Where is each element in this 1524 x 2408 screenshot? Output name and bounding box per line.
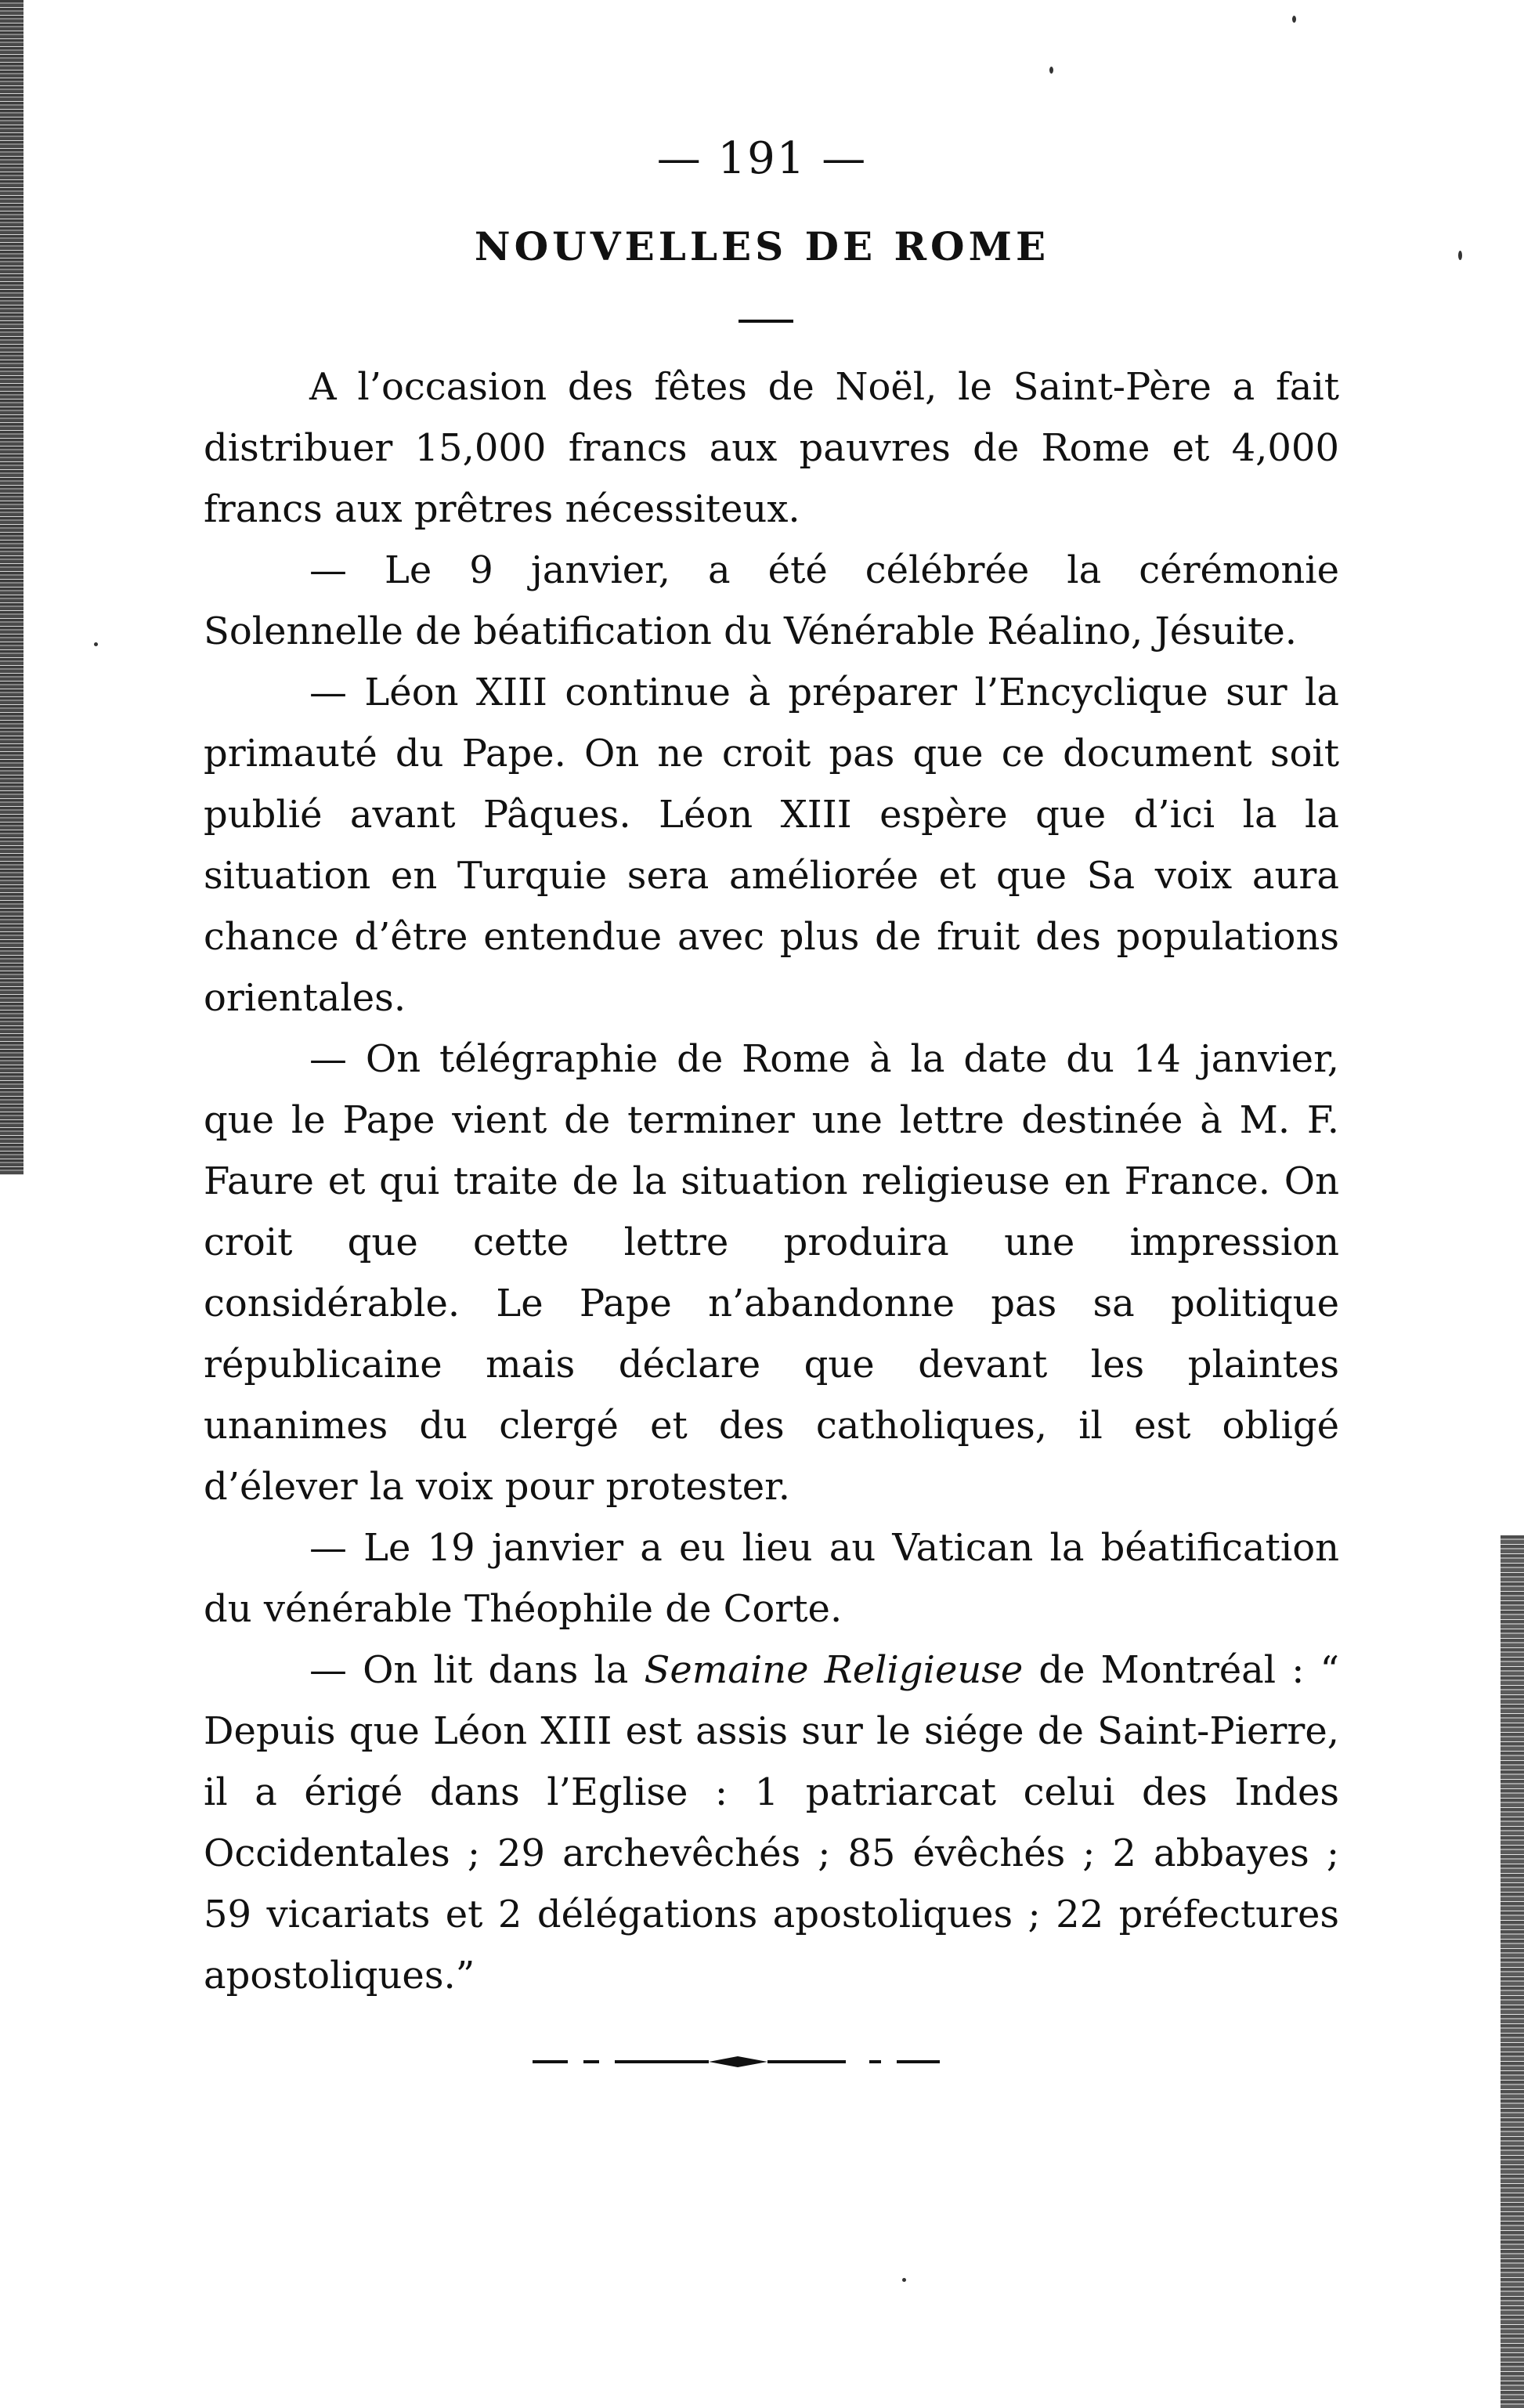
scan-speck (94, 642, 98, 646)
publication-title: Semaine Religieuse (644, 1648, 1024, 1692)
paragraph-letter-faure: — On télégraphie de Rome à la date du 14 janvier, que le Pape vient de terminer une lettre destinée à M. F. Faure et qui traite de la situation religieuse en France. On croit que cette lettre produira une impression considérable. Le Pape n’abandonne pas sa politique républicaine mais déclare que devant les plaintes unanimes du clergé et des catholiques, il est obligé d’élever la voix pour protester. (204, 1037, 1339, 1509)
scan-speck (1292, 16, 1296, 23)
quote-intro: — On lit dans la (309, 1648, 645, 1692)
heading-rule (739, 320, 793, 323)
page-heading: NOUVELLES DE ROME (474, 223, 1050, 269)
paragraph-encyclical: — Léon XIII continue à préparer l’Encyclique sur la primauté du Pape. On ne croit pas que ce document soit publié avant Pâques. Léon XIII espère que d’ici la la situation en Turquie sera améliorée et que Sa voix aura chance d’être entendue avec plus de fruit des populations orientales. (204, 671, 1339, 1020)
scan-speck (1049, 67, 1053, 74)
paragraph-beatification-realino: — Le 9 janvier, a été célébrée la cérémonie Solennelle de béatification du Vénérable Réalino, Jésuite. (204, 548, 1339, 653)
paragraph-semaine-religieuse (204, 1640, 1339, 2006)
paragraph-beatification-corte: — Le 19 janvier a eu lieu au Vatican la béatification du vénérable Théophile de Corte. (204, 1526, 1339, 1631)
closing-ornament (533, 2052, 940, 2071)
scan-edge-right (1501, 1535, 1524, 2408)
page-number: — 191 — (656, 133, 868, 184)
article-body (204, 356, 1339, 2006)
scan-speck (902, 2278, 906, 2282)
paragraph-christmas-alms: A l’occasion des fêtes de Noël, le Saint-Père a fait distribuer 15,000 francs aux pauvres de Rome et 4,000 francs aux prêtres nécessiteux. (204, 365, 1339, 531)
quote-text: de Montréal : “ Depuis que Léon XIII est assis sur le siége de Saint-Pierre, il a érigé dans l’Eglise : 1 patriarcat celui des Indes Occidentales ; 29 archevêchés ; 85 évêchés ; 2 abbayes ; 59 vicariats et 2 délégations apostoliques ; 22 préfectures apostoliques.” (204, 1648, 1339, 1998)
